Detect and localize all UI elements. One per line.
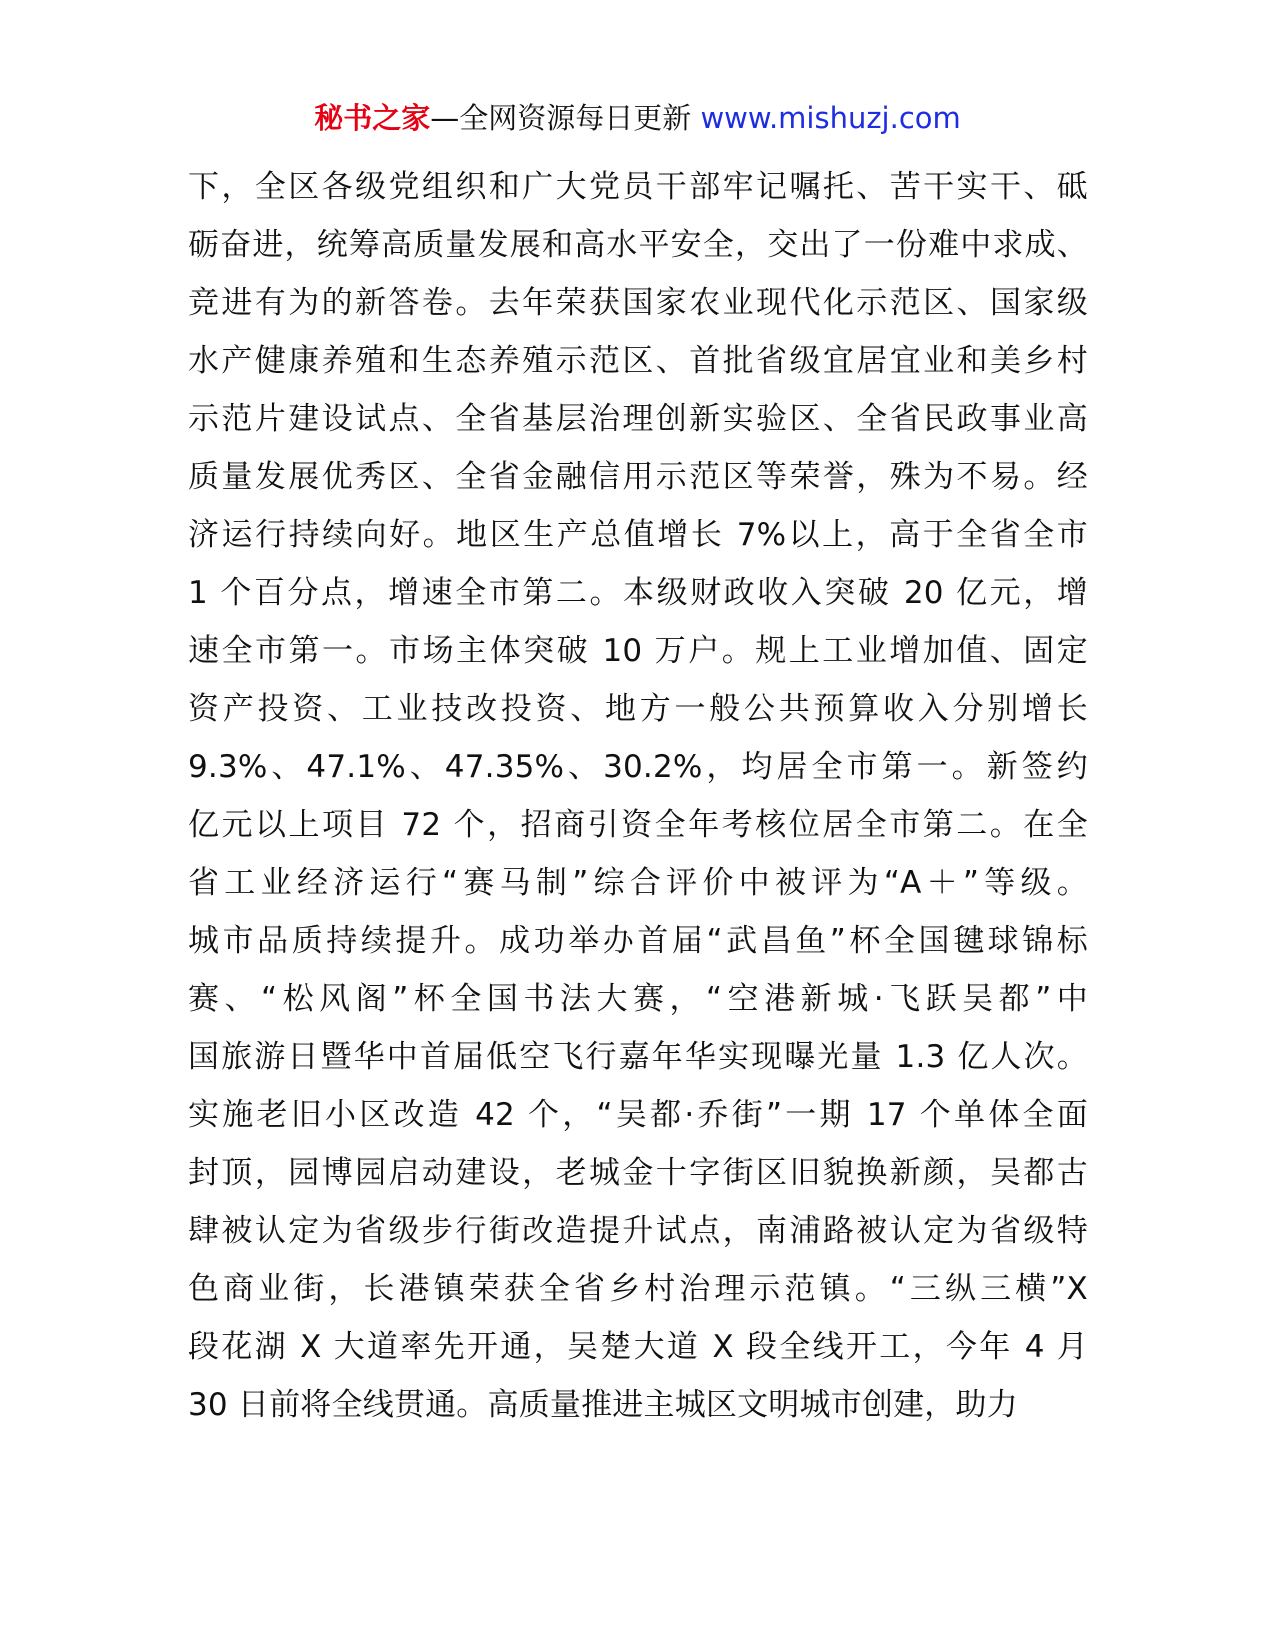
body-line: 国旅游日暨华中首届低空飞行嘉年华实现曝光量 1.3 亿人次。 xyxy=(188,1039,1088,1075)
body-line: 9.3%、47.1%、47.35%、30.2%，均居全市第一。新签约 xyxy=(188,749,1088,785)
body-line: 质量发展优秀区、全省金融信用示范区等荣誉，殊为不易。经 xyxy=(188,459,1088,495)
body-line: 资产投资、工业技改投资、地方一般公共预算收入分别增长 xyxy=(188,691,1088,727)
body-line: 城市品质持续提升。成功举办首届“武昌鱼”杯全国毽球锦标 xyxy=(188,923,1088,959)
body-line: 速全市第一。市场主体突破 10 万户。规上工业增加值、固定 xyxy=(188,633,1088,669)
header-brand: 秘书之家 xyxy=(314,101,431,135)
body-line: 实施老旧小区改造 42 个，“吴都·乔街”一期 17 个单体全面 xyxy=(188,1097,1088,1133)
body-line: 砺奋进，统筹高质量发展和高水平安全，交出了一份难中求成、 xyxy=(188,227,1088,263)
page-header xyxy=(0,98,1275,138)
body-line: 竞进有为的新答卷。去年荣获国家农业现代化示范区、国家级 xyxy=(188,285,1088,321)
header-url-link[interactable]: www.mishuzj.com xyxy=(700,101,961,135)
body-line: 下，全区各级党组织和广大党员干部牢记嘱托、苦干实干、砥 xyxy=(188,169,1088,205)
body-line: 省工业经济运行“赛马制”综合评价中被评为“A＋”等级。 xyxy=(188,865,1088,901)
body-line: 赛、“松风阁”杯全国书法大赛，“空港新城·飞跃吴都”中 xyxy=(188,981,1088,1017)
body-line: 封顶，园博园启动建设，老城金十字街区旧貌换新颜，吴都古 xyxy=(188,1155,1088,1191)
body-line: 示范片建设试点、全省基层治理创新实验区、全省民政事业高 xyxy=(188,401,1088,437)
body-line: 济运行持续向好。地区生产总值增长 7%以上，高于全省全市 xyxy=(188,517,1088,553)
body-line: 水产健康养殖和生态养殖示范区、首批省级宜居宜业和美乡村 xyxy=(188,343,1088,379)
header-slogan: —全网资源每日更新 xyxy=(430,101,701,135)
body-line: 30 日前将全线贯通。高质量推进主城区文明城市创建，助力 xyxy=(188,1387,1018,1423)
body-line: 1 个百分点，增速全市第二。本级财政收入突破 20 亿元，增 xyxy=(188,575,1088,611)
body-line: 段花湖 X 大道率先开通，吴楚大道 X 段全线开工，今年 4 月 xyxy=(188,1329,1088,1365)
body-line: 亿元以上项目 72 个，招商引资全年考核位居全市第二。在全 xyxy=(188,807,1088,843)
body-line: 肆被认定为省级步行街改造提升试点，南浦路被认定为省级特 xyxy=(188,1213,1088,1249)
document-body xyxy=(188,158,1088,1434)
body-line: 色商业街，长港镇荣获全省乡村治理示范镇。“三纵三横”X xyxy=(188,1271,1088,1307)
